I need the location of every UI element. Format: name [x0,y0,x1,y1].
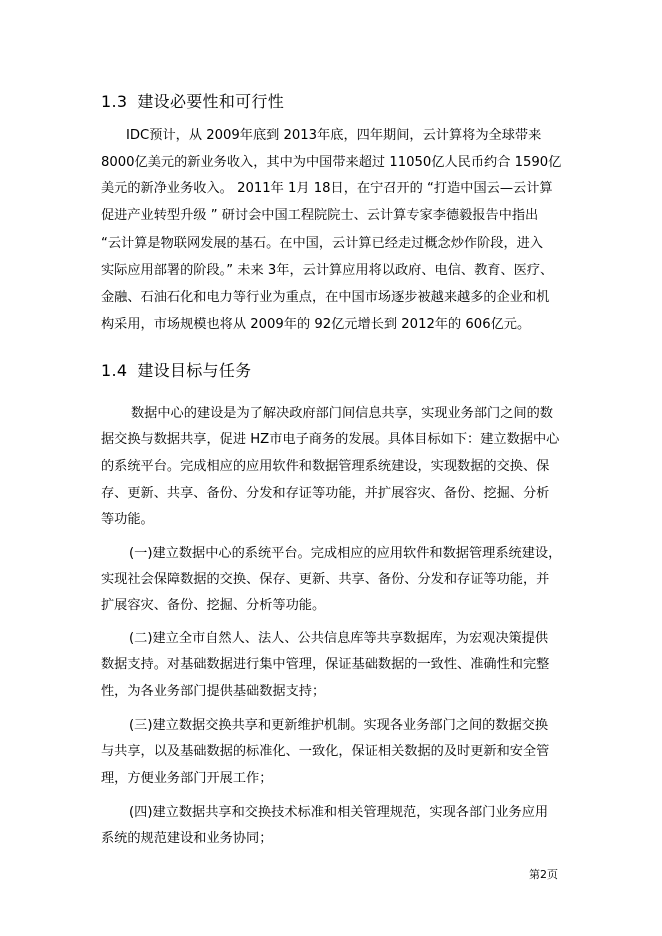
section-number: 1.4 [101,361,128,380]
text-line: (一)建立数据中心的系统平台。完成相应的应用软件和数据管理系统建设， [129,546,562,561]
text-line: 8000亿美元的新业务收入，其中为中国带来超过 11050亿人民币约合 1590亿 [101,155,562,170]
text-line: (三)建立数据交换共享和更新维护机制。实现各业务部门之间的数据交换 [129,718,549,733]
text-line: 理，方便业务部门开展工作； [101,771,273,786]
text-line: 数据支持。对基础数据进行集中管理，保证基础数据的一致性、准确性和完整 [101,657,550,672]
section-heading-1-3 [101,89,284,112]
text-line: 实际应用部署的阶段。” 未来 3年，云计算应用将以政府、电信、教育、医疗、 [101,263,554,278]
text-line: 据交换与数据共享，促进 HZ市电子商务的发展。具体目标如下：建立数据中心 [101,432,560,447]
text-line: 构采用，市场规模也将从 2009年的 92亿元增长到 2012年的 606亿元。 [101,317,531,332]
text-line: 等功能。 [101,512,154,527]
text-line: 美元的新净业务收入。 2011年 1月 18日，在宁召开的 “打造中国云—云计算 [101,181,553,196]
section-number: 1.3 [101,92,128,111]
section-heading-1-4 [101,358,251,381]
text-line: 性，为各业务部门提供基础数据支持； [101,684,326,699]
section-title: 建设目标与任务 [137,361,252,380]
text-line: 的系统平台。完成相应的应用软件和数据管理系统建设，实现数据的交换、保 [101,459,550,474]
text-line: 金融、石油石化和电力等行业为重点，在中国市场逐步被越来越多的企业和机 [101,290,550,305]
text-line: 存、更新、共享、备份、分发和存证等功能，并扩展容灾、备份、挖掘、分析 [101,486,550,501]
text-line: IDC预计，从 2009年底到 2013年底，四年期间，云计算将为全球带来 [126,128,542,143]
section-title: 建设必要性和可行性 [137,92,285,111]
page-number: 第2页 [529,868,558,881]
text-line: 数据中心的建设是为了解决政府部门间信息共享，实现业务部门之间的数 [131,406,553,421]
text-line: 促进产业转型升级 ” 研讨会中国工程院院士、云计算专家李德毅报告中指出 [101,208,539,223]
text-line: (四)建立数据共享和交换技术标准和相关管理规范，实现各部门业务应用 [129,805,549,820]
text-line: “云计算是物联网发展的基石。在中国，云计算已经走过概念炒作阶段，进入 [101,236,544,251]
text-line: 扩展容灾、备份、挖掘、分析等功能。 [101,598,326,613]
text-line: 实现社会保障数据的交换、保存、更新、共享、备份、分发和存证等功能，并 [101,572,550,587]
text-line: 系统的规范建设和业务协同； [101,831,273,846]
text-line: 与共享，以及基础数据的标准化、一致化，保证相关数据的及时更新和安全管 [101,744,550,759]
text-line: (二)建立全市自然人、法人、公共信息库等共享数据库，为宏观决策提供 [129,631,549,646]
